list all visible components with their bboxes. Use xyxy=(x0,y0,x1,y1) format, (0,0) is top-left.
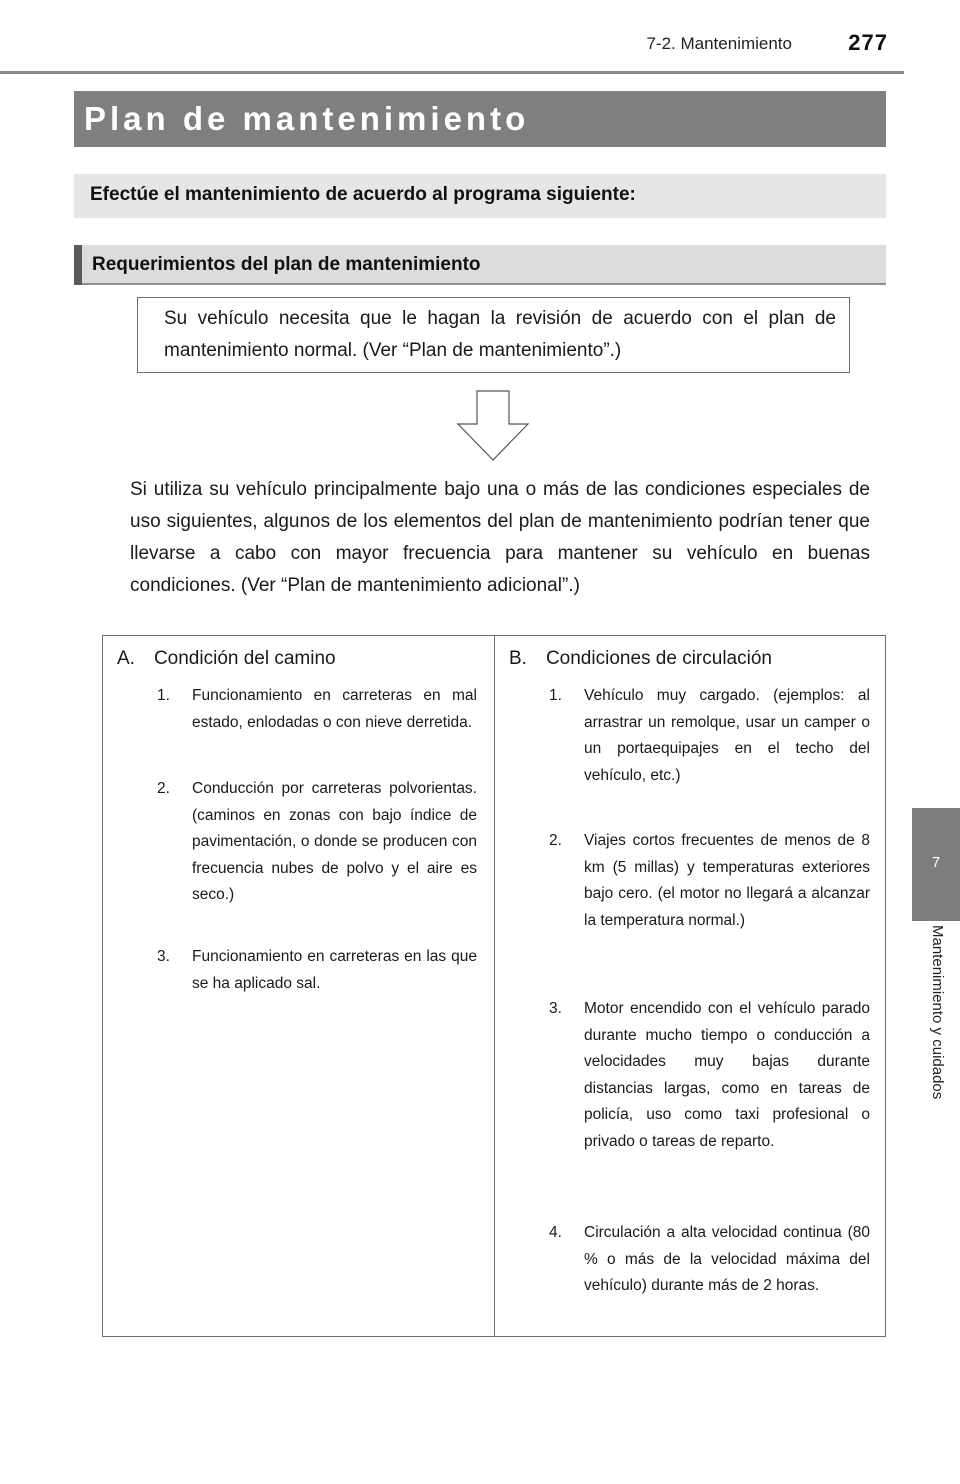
list-item-number: 2. xyxy=(549,832,562,849)
chapter-tab-label: Mantenimiento y cuidados xyxy=(929,925,946,1100)
list-item xyxy=(157,944,477,997)
section-title: 7-2. Mantenimiento xyxy=(646,34,792,53)
column-a-heading: A. Condición del camino xyxy=(117,648,336,669)
list-item-text: Funcionamiento en carreteras en las que se ha aplicado sal. xyxy=(192,948,477,992)
list-item-text: Circulación a alta velocidad continua (80 % o más de la velocidad máxima del vehículo) durante más de 2 horas. xyxy=(584,1224,870,1294)
requirements-heading: Requerimientos del plan de mantenimiento xyxy=(92,254,481,275)
list-item xyxy=(157,776,477,909)
list-item-text: Viajes cortos frecuentes de menos de 8 km (5 millas) y temperaturas exteriores bajo cero. (el motor no llegará a alcanzar la temperatura normal.) xyxy=(584,832,870,929)
list-item-number: 2. xyxy=(157,780,170,797)
requirements-note: Su vehículo necesita que le hagan la revisión de acuerdo con el plan de mantenimiento normal. (Ver “Plan de mantenimiento”.) xyxy=(164,308,836,361)
table-divider xyxy=(494,635,495,1337)
intro-text: Efectúe el mantenimiento de acuerdo al programa siguiente: xyxy=(90,184,636,205)
list-item-number: 1. xyxy=(549,687,562,704)
list-item xyxy=(549,828,870,934)
list-item-number: 3. xyxy=(157,948,170,965)
list-item xyxy=(157,683,477,736)
list-item xyxy=(549,996,870,1155)
list-item xyxy=(549,1220,870,1300)
list-item-text: Motor encendido con el vehículo parado durante mucho tiempo o conducción a velocidades muy bajas durante distancias largas, como en tareas de policía, uso como taxi profesional o privado o tareas de reparto. xyxy=(584,1000,870,1150)
list-item-text: Vehículo muy cargado. (ejemplos: al arrastrar un remolque, usar un camper o un portaequipajes en el techo del vehículo, etc.) xyxy=(584,687,870,784)
chapter-tab-number: 7 xyxy=(931,854,941,871)
page-number: 277 xyxy=(848,30,888,55)
conditions-paragraph: Si utiliza su vehículo principalmente bajo una o más de las condiciones especiales de uso siguientes, algunos de los elementos del plan de mantenimiento podrían tener que llevarse a cabo con mayor frecuencia para mantener su vehículo en buenas condiciones. (Ver “Plan de mantenimiento adicional”.) xyxy=(130,479,870,596)
requirements-marker xyxy=(74,245,82,285)
header-rule xyxy=(0,71,904,74)
list-item-text: Funcionamiento en carreteras en mal estado, enlodadas o con nieve derretida. xyxy=(192,687,477,731)
column-b-heading: B. Condiciones de circulación xyxy=(509,648,772,669)
list-item-number: 1. xyxy=(157,687,170,704)
list-item-number: 4. xyxy=(549,1224,562,1241)
page-title: Plan de mantenimiento xyxy=(84,100,530,137)
list-item-text: Conducción por carreteras polvorientas. (caminos en zonas con bajo índice de pavimentación, o donde se producen con frecuencia nubes de polvo y el aire es seco.) xyxy=(192,780,477,903)
down-arrow-icon xyxy=(456,390,530,462)
list-item-number: 3. xyxy=(549,1000,562,1017)
list-item xyxy=(549,683,870,789)
